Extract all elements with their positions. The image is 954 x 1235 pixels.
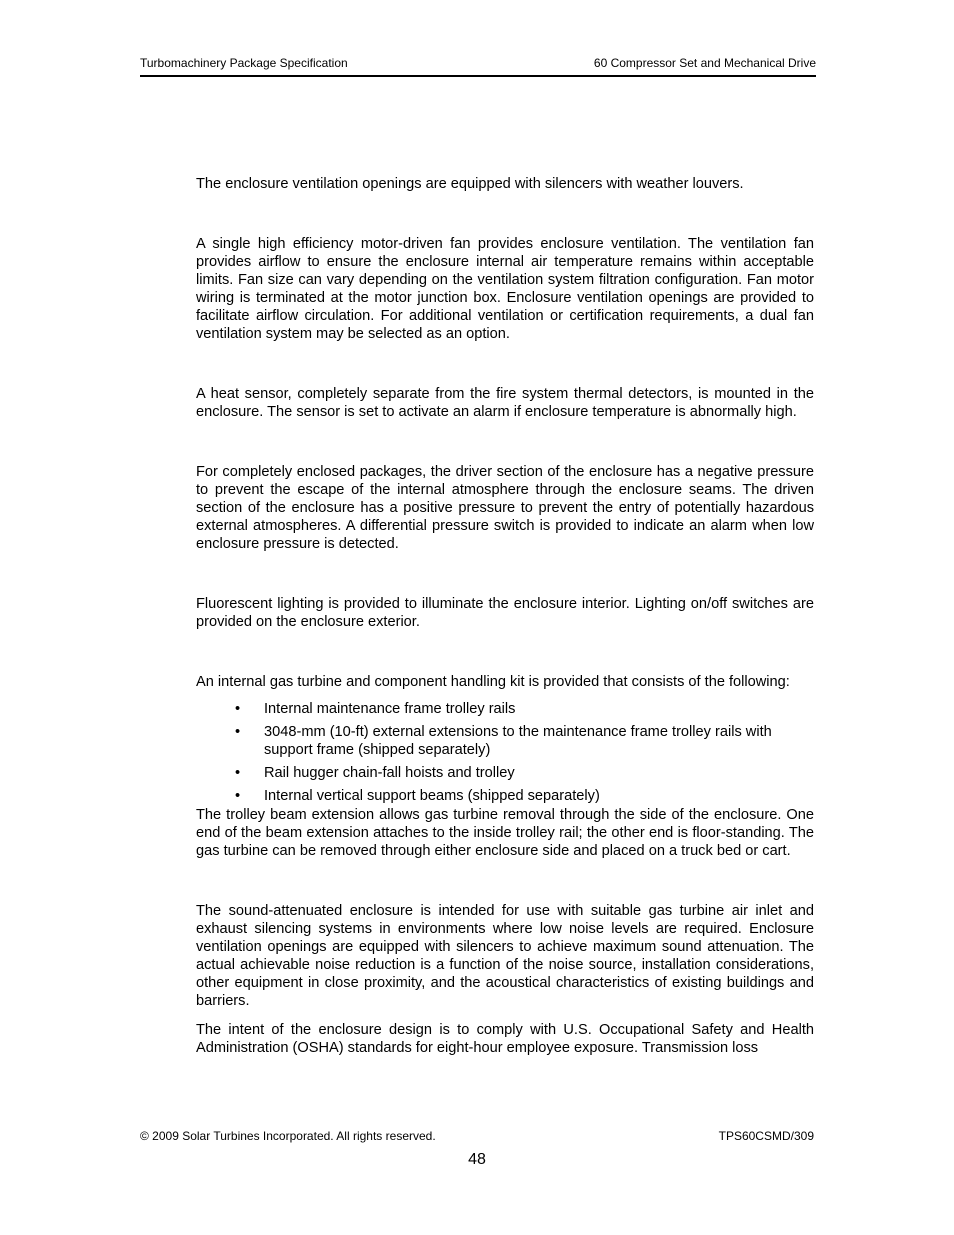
paragraph-sound-attenuation: The sound-attenuated enclosure is intended for use with suitable gas turbine air inlet and exhaust silencing systems in environments where low noise levels are required. Enclosure ventilation openings are equipped with silencers to achieve maximum sound attenuation. The actual achievable noise reduction is a function of the noise source, installation considerations, other equipment in close proximity, and the acoustical characteristics of existing buildings and barriers. (196, 903, 814, 1009)
list-item (196, 764, 814, 782)
paragraph-ventilation-fan: A single high efficiency motor-driven fan provides enclosure ventilation. The ventilation fan provides airflow to ensure the enclosure internal air temperature remains within acceptable limits. Fan size can vary depending on the ventilation system filtration configuration. Fan motor wiring is terminated at the motor junction box. Enclosure ventilation openings are provided to facilitate airflow circulation. For additional ventilation or certification requirements, a dual fan ventilation system may be selected as an option. (196, 236, 814, 342)
list-item (196, 700, 814, 718)
handling-kit-list (196, 700, 814, 805)
footer-copyright: © 2009 Solar Turbines Incorporated. All rights reserved. (140, 1129, 436, 1143)
paragraph-handling-kit: An internal gas turbine and component handling kit is provided that consists of the following: (196, 674, 790, 690)
list-item-text: 3048-mm (10-ft) external extensions to the maintenance frame trolley rails with support frame (shipped separately) (264, 724, 772, 758)
list-item-text: Internal vertical support beams (shipped separately) (264, 788, 600, 804)
paragraph-enclosure-pressure: For completely enclosed packages, the driver section of the enclosure has a negative pressure to prevent the escape of the internal atmosphere through the enclosure seams. The driven section of the enclosure has a positive pressure to prevent the entry of potentially hazardous external atmospheres. A differential pressure switch is provided to indicate an alarm when low enclosure pressure is detected. (196, 464, 814, 552)
bullet-marker: • (235, 788, 241, 804)
list-item (196, 787, 814, 805)
paragraph-ventilation-silencers: The enclosure ventilation openings are equipped with silencers with weather louvers. (196, 176, 744, 192)
paragraph-lighting: Fluorescent lighting is provided to illuminate the enclosure interior. Lighting on/off switches are provided on the enclosure exterior. (196, 596, 814, 630)
list-item-text: Rail hugger chain-fall hoists and trolley (264, 765, 515, 781)
footer-document-code: TPS60CSMD/309 (718, 1129, 814, 1143)
header-section-title: 60 Compressor Set and Mechanical Drive (593, 56, 816, 70)
bullet-marker: • (235, 765, 241, 781)
page-number: 48 (468, 1151, 486, 1168)
page-header (140, 55, 816, 77)
paragraph-trolley-beam: The trolley beam extension allows gas turbine removal through the side of the enclosure. One end of the beam extension attaches to the inside trolley rail; the other end is floor-standing. The gas turbine can be removed through either enclosure side and placed on a truck bed or cart. (196, 807, 814, 859)
list-item-text: Internal maintenance frame trolley rails (264, 701, 516, 717)
bullet-marker: • (235, 724, 241, 740)
paragraph-osha-intent: The intent of the enclosure design is to comply with U.S. Occupational Safety and Health Administration (OSHA) standards for eight-hour employee exposure. Transmission loss (196, 1022, 814, 1056)
bullet-marker: • (235, 701, 241, 717)
paragraph-heat-sensor: A heat sensor, completely separate from the fire system thermal detectors, is mounted in the enclosure. The sensor is set to activate an alarm if enclosure temperature is abnormally high. (196, 386, 814, 420)
page-content (196, 175, 814, 1057)
list-item (196, 723, 814, 759)
header-document-title: Turbomachinery Package Specification (140, 56, 348, 70)
